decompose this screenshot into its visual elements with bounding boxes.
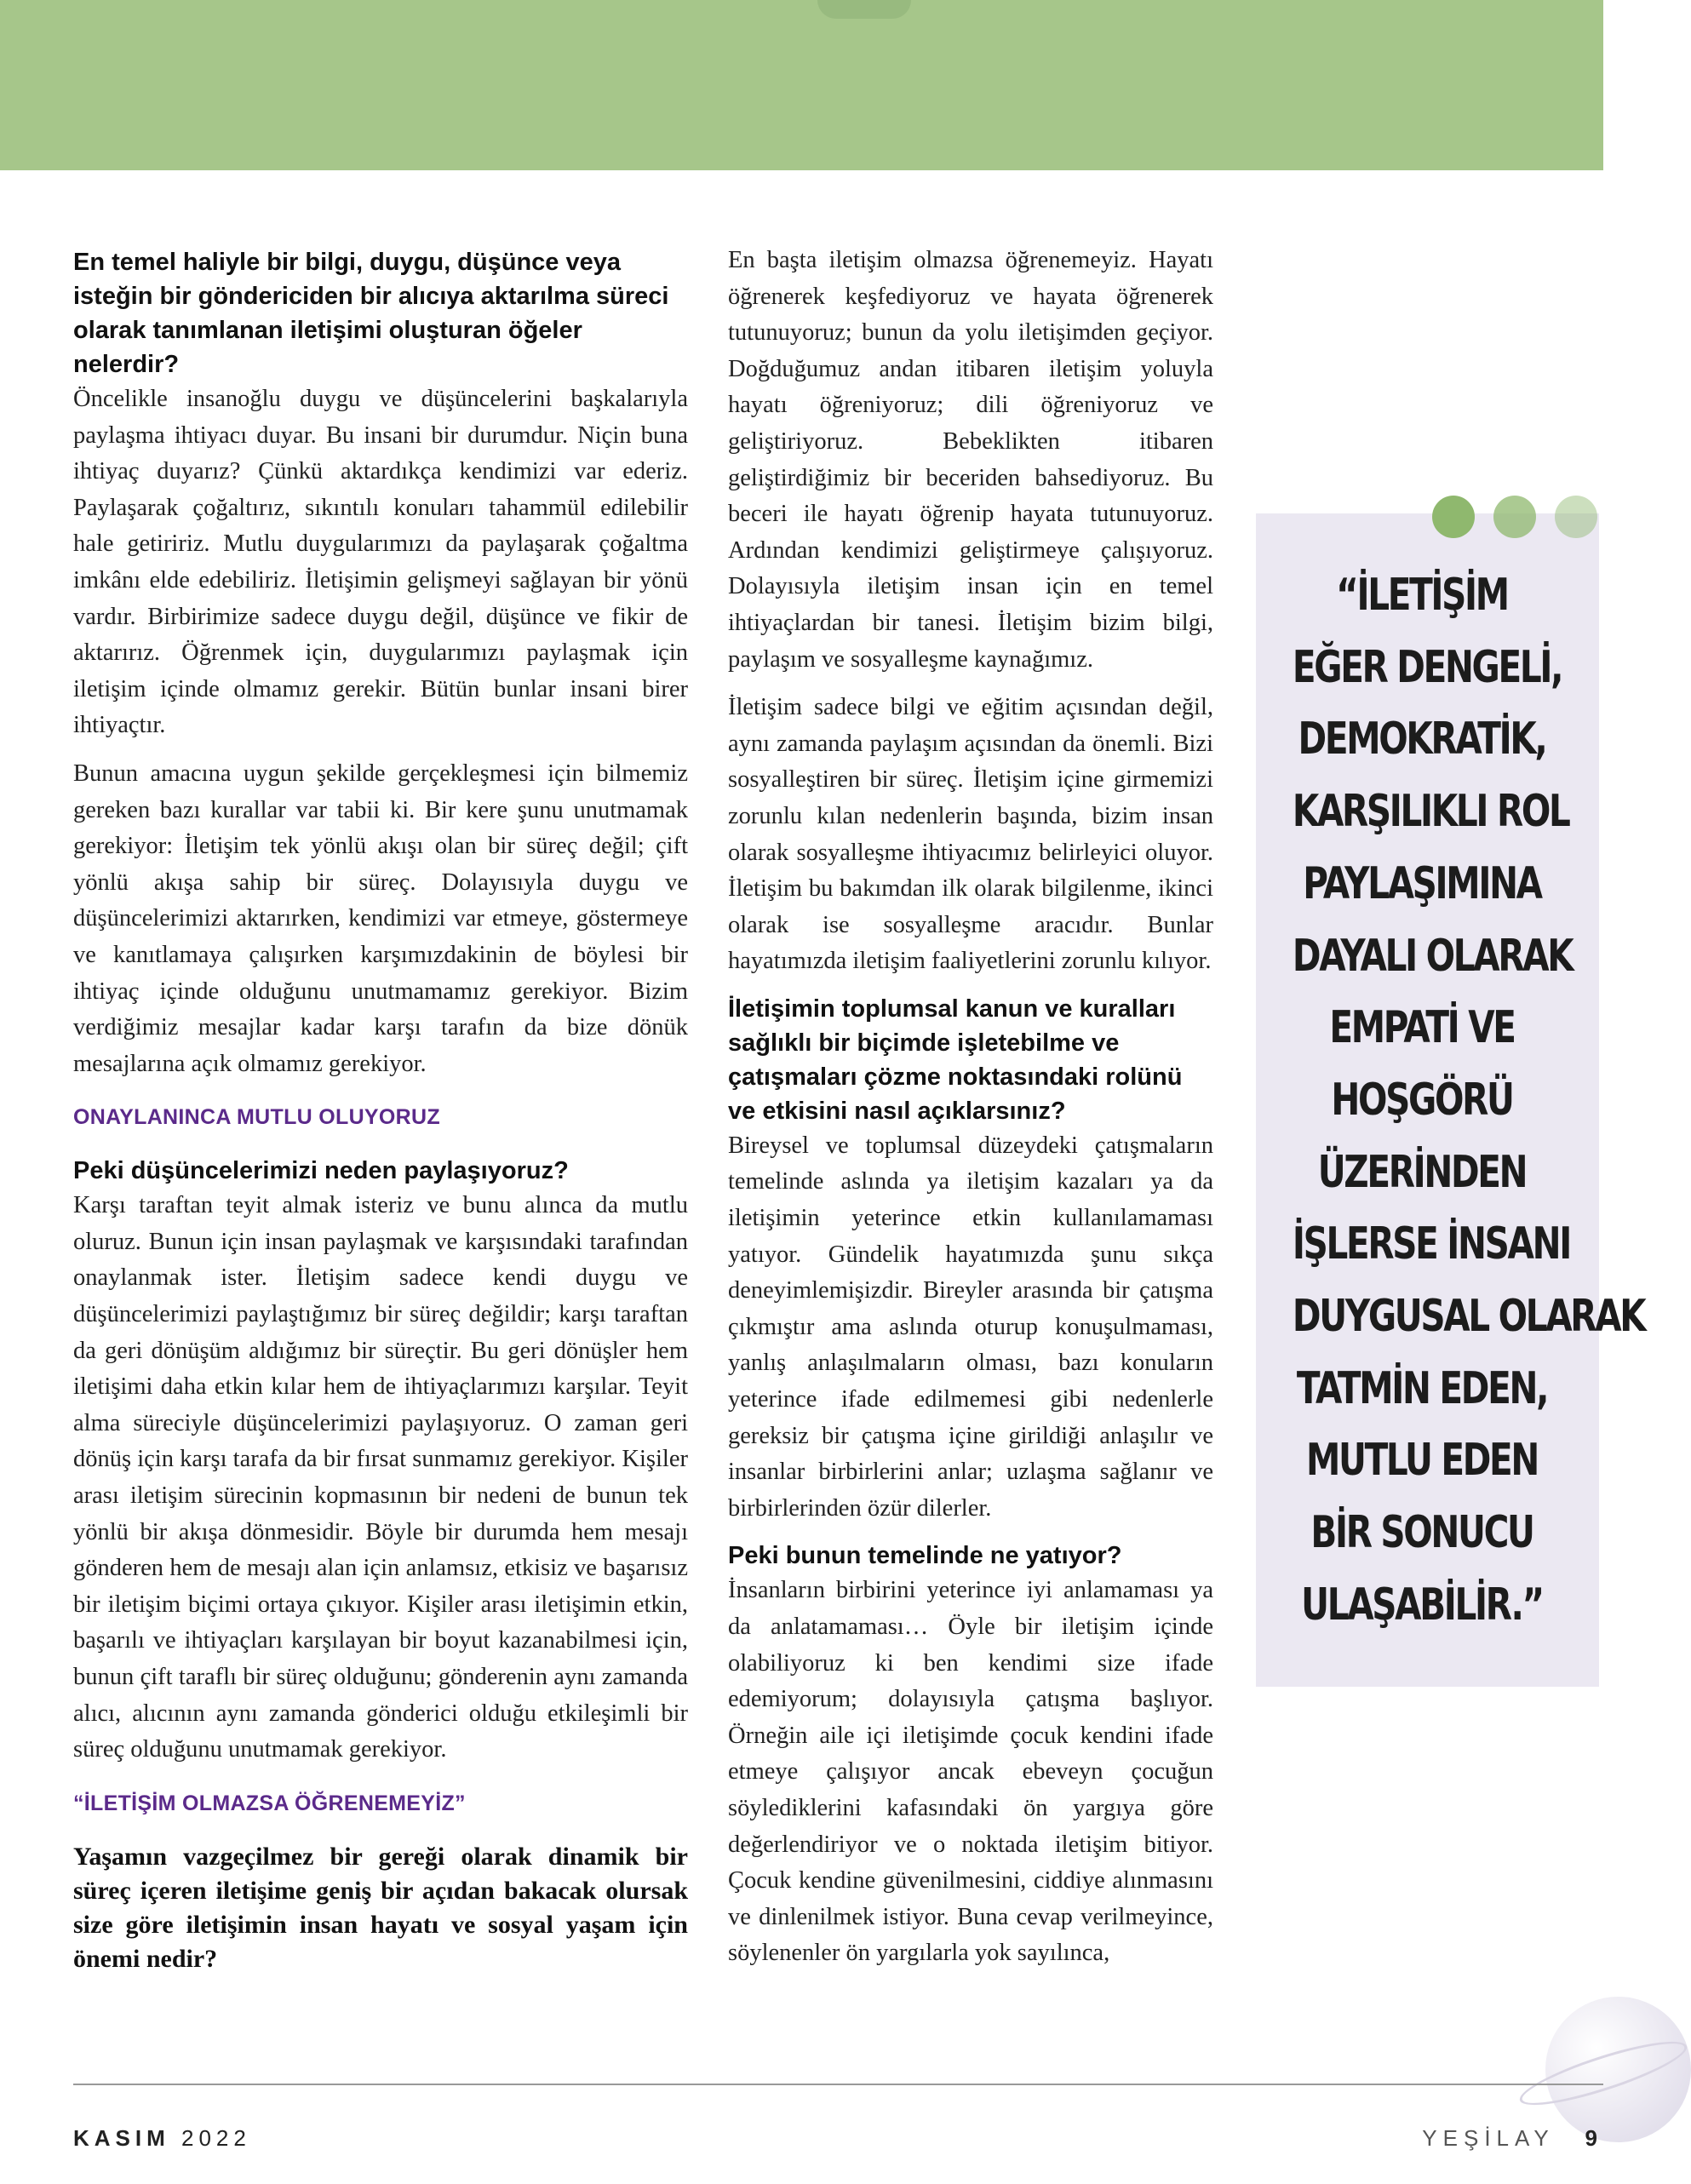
pull-quote-line: EMPATİ VE	[1329, 1002, 1515, 1054]
section-subheading: ONAYLANINCA MUTLU OLUYORUZ	[73, 1105, 440, 1130]
section-subheading: “İLETİŞİM OLMAZSA ÖĞRENEMEYİZ”	[73, 1791, 466, 1815]
question-4: İletişimin toplumsal kanun ve kuralları sağlıklı bir biçimde işletebilme ve çatışmaları çözme noktasındaki rolünü ve etkisini nasıl açıklarsınız?	[728, 995, 1183, 1125]
pull-quote-line: ULAŞABİLİR.”	[1301, 1579, 1543, 1631]
footer-magazine-name: YEŞİLAY	[1422, 2125, 1555, 2151]
footer-divider	[73, 2084, 1603, 2085]
footer-year: 2022	[181, 2125, 251, 2151]
answer-paragraph: Karşı taraftan teyit almak isteriz ve bunu alınca da mutlu oluruz. Bunun için insan paylaşmak ve karşısındaki tarafından onaylanmak ister. İletişim sadece kendi duygu ve düşüncelerimizi paylaştığımız bir süreç değildir; karşı taraftan da geri dönüşüm aldığımız bir süreçtir. Bu geri dönüşler hem iletişimi daha etkin kılar hem de ihtiyaçlarımızı karşılar. Teyit alma süreciyle düşüncelerimizi paylaşıyoruz. O zaman geri dönüş için karşı tarafa da bir fırsat sunmamız gerekiyor. Kişiler arası iletişim sürecinin kopmasının bir nedeni de bunun tek yönlü bir akışa dönmesidir. Böyle bir durumda hem mesajı gönderen hem de mesajı alan için anlamsız, etkisiz ve başarısız bir iletişim biçimi ortaya çıkıyor. Kişiler arası iletişimin etkin, başarılı ve ihtiyaçları karşılayan bir boyut kazanabilmesi için, bunun çift taraflı bir süreç olduğunu; gönderenin aynı zamanda alıcı, alıcının aynı zamanda gönderici olduğu etkileşimli bir süreç olduğunu unutmamak gerekiyor.	[73, 1192, 688, 1763]
pull-quote-line: “İLETİŞİM	[1336, 570, 1508, 621]
footer-issue-date	[73, 2125, 251, 2152]
pull-quote-line: ÜZERİNDEN	[1317, 1146, 1527, 1198]
pull-quote-line: İŞLERSE İNSANI	[1292, 1218, 1570, 1270]
quote-dot-icon	[1555, 496, 1597, 538]
question-2: Peki düşüncelerimizi neden paylaşıyoruz?	[73, 1157, 569, 1185]
quote-dot-icon	[1493, 496, 1536, 538]
pull-quote-line: MUTLU EDEN	[1305, 1435, 1539, 1487]
answer-paragraph: Bireysel ve toplumsal düzeydeki çatışmaların temelinde aslında ya iletişim kazaları ya da iletişimin yeterince etkin kullanılamaması yatıyor. Gündelik hayatımızda şunu sıkça deneyimlemişizdir. Bireyler arasında bir çatışma çıkmıştır ama aslında oturup konuşulmaması, yanlış anlaşılmaların olması, bazı konuların yeterince ifade edilmemesi gibi nedenlerle gereksiz bir çatışma içine girildiği anlaşılır ve insanlar birbirlerini anlar; uzlaşma sağlanır ve birbirlerinden özür dilerler.	[728, 1132, 1213, 1522]
header-color-band	[0, 0, 1603, 170]
pull-quote	[1292, 559, 1645, 1642]
middle-column	[728, 243, 1213, 1984]
footer-magazine	[1422, 2125, 1603, 2152]
pull-quote-line: KARŞILIKLI ROL	[1292, 786, 1569, 838]
pull-quote-line: DAYALI OLARAK	[1292, 930, 1573, 982]
answer-paragraph: En başta iletişim olmazsa öğrenemeyiz. Hayatı öğrenerek keşfediyoruz ve hayata öğrenerek tutunuyoruz; bunun da yolu iletişimden geçiyor. Doğduğumuz andan itibaren iletişim yoluyla hayatı öğreniyoruz; dili öğreniyoruz ve geliştiriyoruz. Bebeklikten itibaren geliştirdiğimiz bir beceriden bahsediyoruz. Bu beceri ile hayatı öğrenip hayata tutunuyoruz. Ardından kendimizi geliştirmeye çalışıyoruz. Dolayısıyla iletişim insan için en temel ihtiyaçlardan bir tanesi. İletişim bizim bilgi, paylaşım ve sosyalleşme kaynağımız.	[728, 247, 1213, 673]
page-number: 9	[1585, 2125, 1603, 2151]
pull-quote-line: PAYLAŞIMINA	[1303, 857, 1541, 909]
question-5: Peki bunun temelinde ne yatıyor?	[728, 1542, 1122, 1570]
answer-paragraph: Öncelikle insanoğlu duygu ve düşüncelerini başkalarıyla paylaşma ihtiyacı duyar. Bu insani bir durumdur. Niçin buna ihtiyaç duyarız? Çünkü aktardıkça kendimizi var ederiz. Paylaşarak çoğaltırız, sıkıntılı konuları tahammül edilebilir hale getiririz. Mutlu duygularımızı da paylaşarak çoğaltma imkânı elde edebiliriz. İletişimin gelişmeyi sağlayan bir yönü vardır. Birbirimize sadece duygu değil, düşünce ve fikir de aktarırız. Öğrenmek için, duygularımızı paylaşmak için iletişim içinde olmamız gerekir. Bütün bunlar insani birer ihtiyaçtır.	[73, 386, 688, 739]
left-column	[73, 245, 688, 1976]
pull-quote-line: EĞER DENGELİ,	[1292, 641, 1562, 693]
question-3: Yaşamın vazgeçilmez bir gereği olarak dinamik bir süreç içeren iletişime geniş bir açıdan bakacak olursak size göre iletişimin insan hayatı ve sosyal yaşam için önemi nedir?	[73, 1842, 688, 1973]
quote-dot-icon	[1432, 496, 1475, 538]
pull-quote-line: DEMOKRATİK,	[1298, 714, 1546, 765]
answer-paragraph: İletişim sadece bilgi ve eğitim açısından değil, aynı zamanda paylaşım açısından da önemli. Bizi sosyalleştiren bir süreç. İletişim içine girmemizi zorunlu kılan nedenlerin başında, bizim insan olarak sosyalleşme ihtiyacımız belirleyici oluyor. İletişim bu bakımdan ilk olarak bilgilenme, ikinci olarak ise sosyalleşme aracıdır. Bunlar hayatımızda iletişim faaliyetlerini zorunlu kılıyor.	[728, 694, 1213, 975]
pull-quote-line: TATMİN EDEN,	[1296, 1362, 1548, 1414]
footer-month: KASIM	[73, 2125, 170, 2151]
header-tab-shape	[817, 0, 911, 19]
pull-quote-line: BİR SONUCU	[1310, 1507, 1533, 1559]
pull-quote-line: DUYGUSAL OLARAK	[1292, 1291, 1645, 1343]
answer-paragraph: İnsanların birbirini yeterince iyi anlamaması ya da anlatamaması… Öyle bir iletişim içinde olabiliyoruz ki ben kendimi size ifade edemiyorum; dolayısıyla çatışma başlıyor. Örneğin aile içi iletişimde çocuk kendini ifade etmeye çalışıyor ancak ebeveyn çocuğun söylediklerini kafasındaki ön yargıya göre değerlendiriyor ve o noktada iletişim bitiyor. Çocuk kendine güvenilmesini, ciddiye alınmasını ve dinlenilmek istiyor. Buna cevap verilmeyince, söylenenler ön yargılarla yok sayılınca,	[728, 1577, 1213, 1967]
pull-quote-line: HOŞGÖRÜ	[1331, 1074, 1513, 1126]
question-1: En temel haliyle bir bilgi, duygu, düşünce veya isteğin bir göndericiden bir alıcıya aktarılma süreci olarak tanımlanan iletişimi oluşturan öğeler nelerdir?	[73, 249, 669, 378]
answer-paragraph: Bunun amacına uygun şekilde gerçekleşmesi için bilmemiz gereken bazı kurallar var tabii ki. Bir kere şunu unutmamak gerekiyor: İletişim tek yönlü akışı olan bir süreç değil; çift yönlü akışa sahip bir süreç. Dolayısıyla duygu ve düşüncelerimizi aktarırken, kendimizi var etmeye, göstermeye ve kanıtlamaya çalışırken karşımızdakinin de böylesi bir ihtiyaç içinde olduğunu unutmamamız gerekiyor. Bizim verdiğimiz mesajlar kadar karşı tarafın da bize dönük mesajlarına açık olmamız gerekiyor.	[73, 760, 688, 1077]
